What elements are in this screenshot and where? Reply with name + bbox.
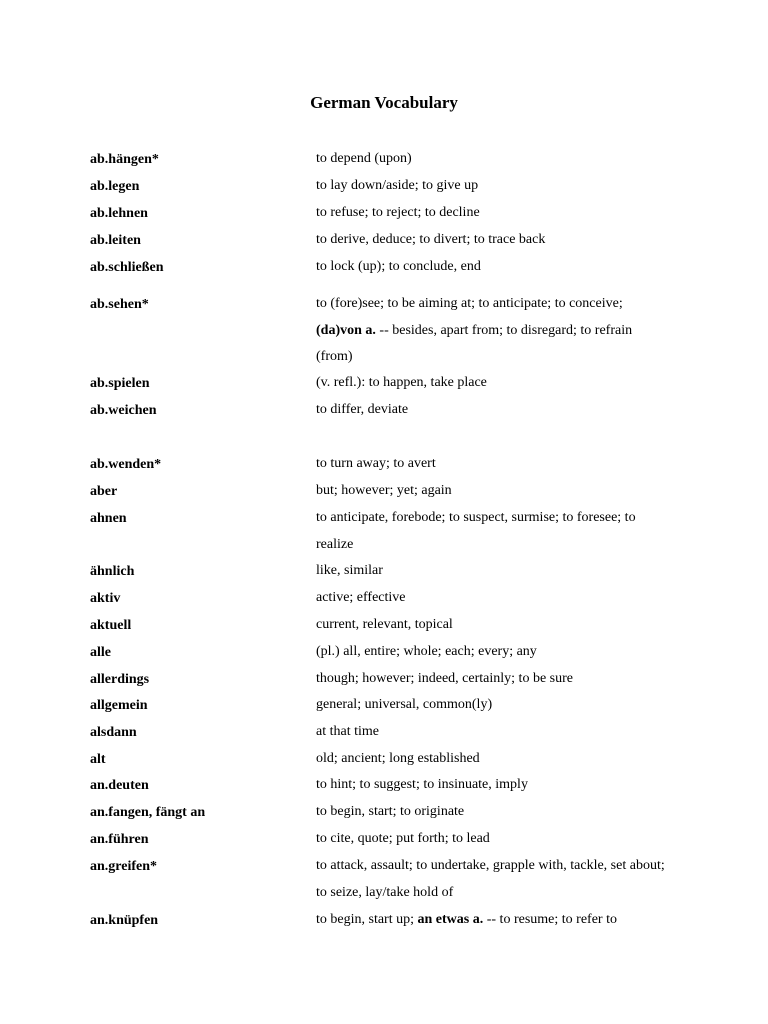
vocab-term: ab.legen [90, 179, 140, 194]
vocab-definition: to begin, start; to originate [316, 804, 465, 819]
vocab-term: ab.lehnen [90, 206, 148, 221]
vocab-definition: to attack, assault; to undertake, grapple with, tackle, set about; to seize, lay/take hold of [316, 858, 665, 900]
vocab-definition: old; ancient; long established [316, 751, 480, 766]
vocab-definition: to anticipate, forebode; to suspect, surmise; to foresee; to realize [316, 510, 636, 552]
vocab-term: alt [90, 752, 106, 767]
vocab-definition: like, similar [316, 563, 383, 578]
vocab-definition: to cite, quote; put forth; to lead [316, 831, 490, 846]
vocab-term: ahnen [90, 511, 127, 526]
vocab-definition: to differ, deviate [316, 402, 409, 417]
vocab-definition: (pl.) all, entire; whole; each; every; any [316, 644, 537, 659]
vocab-term: ab.wenden* [90, 457, 162, 472]
vocab-definition: but; however; yet; again [316, 483, 452, 498]
vocab-definition: to depend (upon) [316, 151, 412, 166]
vocab-term: ab.spielen [90, 376, 150, 391]
vocab-definition: to begin, start up; an etwas a. -- to resume; to refer to [316, 912, 617, 927]
vocab-term: alle [90, 645, 111, 660]
vocab-definition: though; however; indeed, certainly; to be sure [316, 671, 573, 686]
vocab-term: aktuell [90, 618, 132, 633]
vocab-definition: general; universal, common(ly) [316, 697, 493, 712]
vocab-term: ab.hängen* [90, 152, 159, 167]
vocab-term: ab.leiten [90, 233, 141, 248]
vocab-term: ab.schließen [90, 260, 164, 275]
vocab-definition: (v. refl.): to happen, take place [316, 375, 487, 390]
page-title: German Vocabulary [310, 93, 458, 112]
vocab-definition: current, relevant, topical [316, 617, 453, 632]
vocab-definition: at that time [316, 724, 379, 739]
vocab-phrase: an etwas a. [417, 912, 484, 927]
vocab-definition: active; effective [316, 590, 406, 605]
vocab-term: allerdings [90, 672, 150, 687]
vocab-term: an.fangen, fängt an [90, 805, 206, 820]
vocab-term: an.greifen* [90, 859, 158, 874]
vocab-definition: to lay down/aside; to give up [316, 178, 479, 193]
vocab-definition: to (fore)see; to be aiming at; to anticipate; to conceive; (da)von a. -- besides, apart from; to disregard; to refrain (from) [316, 296, 633, 365]
vocab-term: an.knüpfen [90, 913, 159, 928]
vocab-term: ähnlich [90, 564, 135, 579]
vocab-definition: to hint; to suggest; to insinuate, imply [316, 777, 528, 792]
vocab-term: an.deuten [90, 778, 149, 793]
vocab-definition: to derive, deduce; to divert; to trace back [316, 232, 546, 247]
vocab-term: ab.weichen [90, 403, 157, 418]
vocab-definition: to turn away; to avert [316, 456, 436, 471]
vocab-term: aktiv [90, 591, 121, 606]
vocab-term: allgemein [90, 698, 148, 713]
vocab-phrase: (da)von a. [316, 322, 376, 338]
vocab-definition: to refuse; to reject; to decline [316, 205, 480, 220]
vocab-term: ab.sehen* [90, 297, 149, 312]
vocab-term: aber [90, 484, 118, 499]
vocab-term: alsdann [90, 725, 137, 740]
vocab-term: an.führen [90, 832, 149, 847]
vocab-definition: to lock (up); to conclude, end [316, 259, 481, 274]
